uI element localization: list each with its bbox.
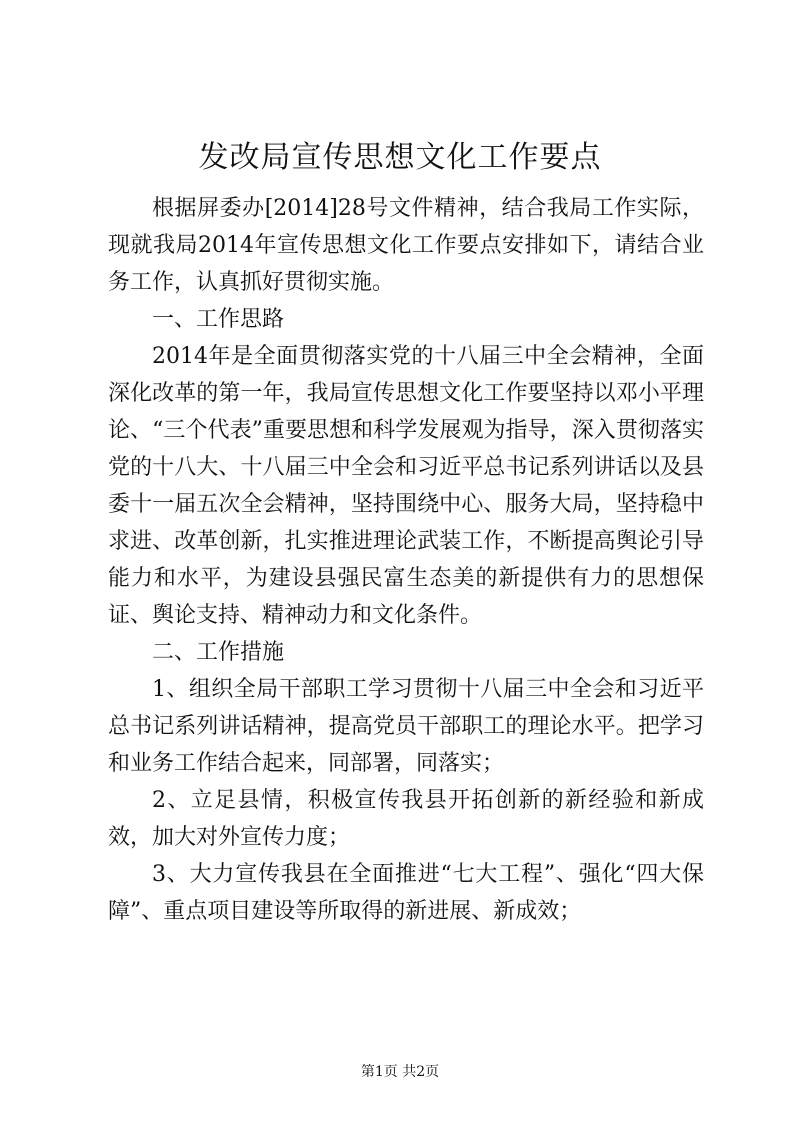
measure-item-2: 2、立足县情，积极宣传我县开拓创新的新经验和新成效，加大对外宣传力度； xyxy=(108,788,704,850)
page-footer: 第1页 共2页 xyxy=(360,1064,440,1080)
section-heading-work-approach: 一、工作思路 xyxy=(152,307,285,332)
intro-paragraph: 根据屏委办[2014]28号文件精神，结合我局工作实际，现就我局2014年宣传思想文化工作要点安排如下，请结合业务工作，认真抓好贯彻实施。 xyxy=(108,196,704,295)
work-approach-paragraph: 2014年是全面贯彻落实党的十八届三中全会精神，全面深化改革的第一年，我局宣传思想文化工作要坚持以邓小平理论、“三个代表”重要思想和科学发展观为指导，深入贯彻落实党的十八大、十八届三中全会和习近平总书记系列讲话以及县委十一届五次全会精神，坚持围绕中心、服务大局，坚持稳中求进、改革创新，扎实推进理论武装工作，不断提高舆论引导能力和水平，为建设县强民富生态美的新提供有力的思想保证、舆论支持、精神动力和文化条件。 xyxy=(108,344,704,628)
measure-item-3: 3、大力宣传我县在全面推进“七大工程”、强化“四大保障”、重点项目建设等所取得的新进展、新成效； xyxy=(108,862,704,924)
document-title: 发改局宣传思想文化工作要点 xyxy=(198,140,602,175)
document-body xyxy=(108,190,704,930)
measure-item-1: 1、组织全局干部职工学习贯彻十八届三中全会和习近平总书记系列讲话精神，提高党员干部职工的理论水平。把学习和业务工作结合起来，同部署，同落实； xyxy=(108,677,704,776)
section-heading-work-measures: 二、工作措施 xyxy=(152,640,285,665)
